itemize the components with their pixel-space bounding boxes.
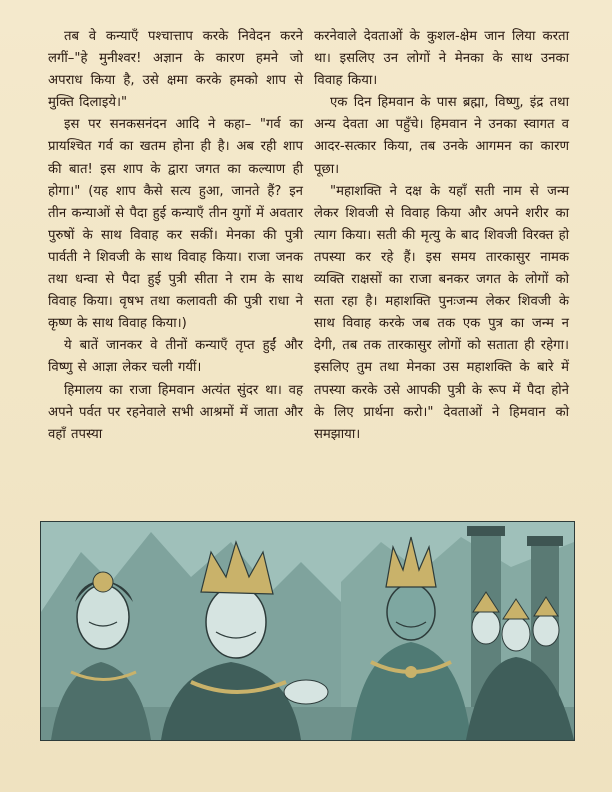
- illustration-panel: [40, 521, 575, 741]
- illustration-scene: [41, 522, 574, 740]
- paragraph: इस पर सनकसनंदन आदि ने कहा– "गर्व का प्रायश्चित गर्व का खतम होना ही है। अब रही शाप की बात! इस शाप के द्वारा जगत का कल्याण ही होगा।" (यह शाप कैसे सत्य हुआ, जानते हैं? इन तीन कन्याओं से पैदा हुई कन्याएँ तीन युगों में अवतार पुरुषों के साथ विवाह कर सकीं। मेनका की पुत्री पार्वती ने शिवजी के साथ विवाह किया। राजा जनक तथा धन्वा से पैदा हुई पुत्री सीता ने राम के साथ विवाह किया। वृषभ तथा कलावती की पुत्री राधा ने कृष्ण के साथ विवाह किया।): [48, 117, 303, 332]
- right-text-column: [314, 26, 569, 446]
- paragraph: ये बातें जानकर वे तीनों कन्याएँ तृप्त हुईं और विष्णु से आज्ञा लेकर चली गयीं।: [48, 338, 303, 376]
- paragraph: हिमालय का राजा हिमवान अत्यंत सुंदर था। वह अपने पर्वत पर रहनेवाले सभी आश्रमों में जाता और वहाँ तपस्या: [48, 382, 303, 442]
- paragraph: तब वे कन्याएँ पश्चात्ताप करके निवेदन करने लगीं–"हे मुनीश्वर! अज्ञान के कारण हमने जो अपराध किया है, उसे क्षमा करके हमको शाप से मुक्ति दिलाइये।": [48, 29, 303, 111]
- paragraph: एक दिन हिमवान के पास ब्रह्मा, विष्णु, इंद्र तथा अन्य देवता आ पहुँचे। हिमवान ने उनका स्वागत व आदर-सत्कार किया, तब उनके आगमन का कारण पूछा।: [314, 95, 569, 177]
- paragraph: "महाशक्ति ने दक्ष के यहाँ सती नाम से जन्म लेकर शिवजी से विवाह किया और अपने शरीर का त्याग किया। सती की मृत्यु के बाद शिवजी विरक्त हो तपस्या कर रहे हैं। इस समय तारकासुर नामक व्यक्ति राक्षसों का राजा बनकर जगत के लोगों को सता रहा है। महाशक्ति पुनःजन्म लेकर शिवजी के साथ विवाह करके जब तक एक पुत्र का जन्म न देगी, तब तक तारकासुर लोगों को सताता ही रहेगा। इसलिए तुम तथा मेनका उस महाशक्ति के बारे में तपस्या करके उसे आपकी पुत्री के रूप में पैदा होने के लिए प्रार्थना करो।" देवताओं ने हिमवान को समझाया।: [314, 183, 569, 442]
- paragraph: करनेवाले देवताओं के कुशल-क्षेम जान लिया करता था। इसलिए उन लोगों ने मेनका के साथ उनका विवाह किया।: [314, 29, 569, 89]
- left-text-column: [48, 26, 303, 446]
